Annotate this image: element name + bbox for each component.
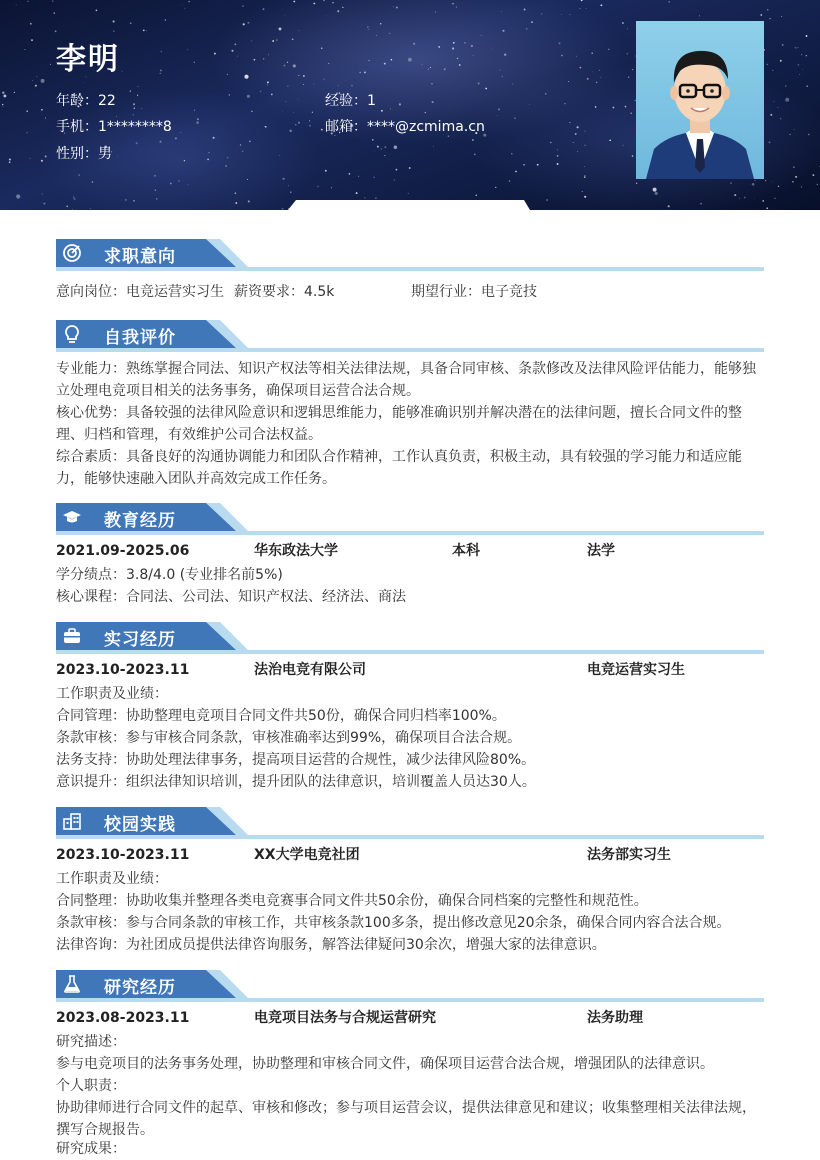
experience-value: 1 — [367, 93, 376, 109]
research-line: 研究描述： — [56, 1034, 126, 1050]
self-eval-line: 理、归档和管理，有效维护公司合法权益。 — [56, 427, 322, 443]
section-label: 校园实践 — [104, 815, 176, 835]
education-degree: 本科 — [452, 543, 480, 559]
research-line: 参与电竞项目的法务事务处理，协助整理和审核合同文件，确保项目运营合法合规，增强团队的法律意识。 — [56, 1056, 714, 1072]
self-eval-line: 专业能力：熟练掌握合同法、知识产权法等相关法律法规，具备合同审核、条款修改及法律风险评估能力，能够独 — [56, 361, 756, 377]
briefcase-icon — [62, 626, 82, 646]
education-major: 法学 — [587, 543, 615, 559]
email-value: ****@zcmima.cn — [367, 119, 485, 135]
internship-line: 意识提升：组织法律知识培训，提升团队的法律意识，培训覆盖人员达30人。 — [56, 774, 536, 790]
internship-role: 电竞运营实习生 — [587, 662, 685, 678]
self-eval-line: 力，能够快速融入团队并高效完成工作任务。 — [56, 471, 336, 487]
resume-header — [0, 0, 820, 210]
self-eval-line: 立处理电竞项目相关的法务事务，确保项目运营合法合规。 — [56, 383, 420, 399]
education-date: 2021.09-2025.06 — [56, 543, 190, 559]
internship-line: 法务支持：协助处理法律事务，提高项目运营的合规性，减少法律风险80%。 — [56, 752, 536, 768]
intent-salary: 薪资要求：4.5k — [234, 284, 335, 300]
section-label: 实习经历 — [104, 630, 176, 650]
campus-date: 2023.10-2023.11 — [56, 847, 190, 863]
portrait-icon — [636, 21, 764, 179]
gender-value: 男 — [98, 146, 112, 162]
internship-line: 工作职责及业绩： — [56, 686, 168, 702]
education-gpa: 学分绩点：3.8/4.0 (专业排名前5%) — [56, 567, 283, 583]
section-title-internship — [56, 622, 764, 654]
gender-label: 性别： — [56, 146, 98, 162]
email-row — [325, 116, 485, 136]
section-underline — [56, 348, 764, 352]
campus-line: 工作职责及业绩： — [56, 871, 168, 887]
section-underline — [56, 267, 764, 271]
phone-value: 1********8 — [98, 119, 172, 135]
intent-industry: 期望行业：电子竞技 — [411, 284, 537, 300]
campus-org: XX大学电竞社团 — [254, 847, 360, 863]
self-eval-line: 综合素质：具备良好的沟通协调能力和团队合作精神，工作认真负责，积极主动，具有较强的学习能力和适应能 — [56, 449, 742, 465]
campus-line: 法律咨询：为社团成员提供法律咨询服务，解答法律疑问30余次，增强大家的法律意识。 — [56, 937, 606, 953]
flask-icon — [62, 974, 82, 994]
candidate-name: 李明 — [56, 42, 120, 77]
section-underline — [56, 998, 764, 1002]
section-label: 自我评价 — [104, 328, 176, 348]
campus-role: 法务部实习生 — [587, 847, 671, 863]
lightbulb-icon — [62, 324, 82, 344]
campus-line: 条款审核：参与合同条款的审核工作，共审核条款100多条，提出修改意见20余条，确保合同内容合法合规。 — [56, 915, 731, 931]
section-label: 教育经历 — [104, 511, 176, 531]
education-courses: 核心课程：合同法、公司法、知识产权法、经济法、商法 — [56, 589, 406, 605]
age-value: 22 — [98, 93, 116, 109]
phone-row — [56, 116, 172, 136]
research-line: 个人职责： — [56, 1078, 126, 1094]
intent-position: 意向岗位：电竞运营实习生 — [56, 284, 224, 300]
section-title-campus — [56, 807, 764, 839]
section-label: 研究经历 — [104, 978, 176, 998]
section-title-education — [56, 503, 764, 535]
email-label: 邮箱： — [325, 119, 367, 135]
section-underline — [56, 650, 764, 654]
section-label: 求职意向 — [104, 247, 176, 267]
age-label: 年龄： — [56, 93, 98, 109]
section-title-research — [56, 970, 764, 1002]
building-icon — [62, 811, 82, 831]
research-line: 研究成果： — [56, 1141, 126, 1157]
self-eval-line: 核心优势：具备较强的法律风险意识和逻辑思维能力，能够准确识别并解决潜在的法律问题，擅长合同文件的整 — [56, 405, 742, 421]
age-row — [56, 90, 116, 110]
gender-row — [56, 143, 112, 163]
header-divider — [0, 196, 820, 212]
experience-label: 经验： — [325, 93, 367, 109]
research-role: 法务助理 — [587, 1010, 643, 1026]
research-line: 撰写合规报告。 — [56, 1122, 154, 1138]
internship-date: 2023.10-2023.11 — [56, 662, 190, 678]
target-icon — [62, 243, 82, 263]
campus-line: 合同整理：协助收集并整理各类电竞赛事合同文件共50余份，确保合同档案的完整性和规范性。 — [56, 893, 648, 909]
internship-line: 合同管理：协助整理电竞项目合同文件共50份，确保合同归档率100%。 — [56, 708, 506, 724]
section-title-intent — [56, 239, 764, 271]
section-underline — [56, 531, 764, 535]
internship-company: 法治电竞有限公司 — [254, 662, 366, 678]
internship-line: 条款审核：参与审核合同条款，审核准确率达到99%，确保项目合法合规。 — [56, 730, 522, 746]
avatar — [636, 21, 764, 179]
research-date: 2023.08-2023.11 — [56, 1010, 190, 1026]
phone-label: 手机： — [56, 119, 98, 135]
section-title-self-eval — [56, 320, 764, 352]
education-school: 华东政法大学 — [254, 543, 338, 559]
section-underline — [56, 835, 764, 839]
research-project: 电竞项目法务与合规运营研究 — [254, 1010, 436, 1026]
experience-row — [325, 90, 376, 110]
graduation-cap-icon — [62, 507, 82, 527]
research-line: 协助律师进行合同文件的起草、审核和修改；参与项目运营会议，提供法律意见和建议；收集整理相关法律法规， — [56, 1100, 756, 1116]
